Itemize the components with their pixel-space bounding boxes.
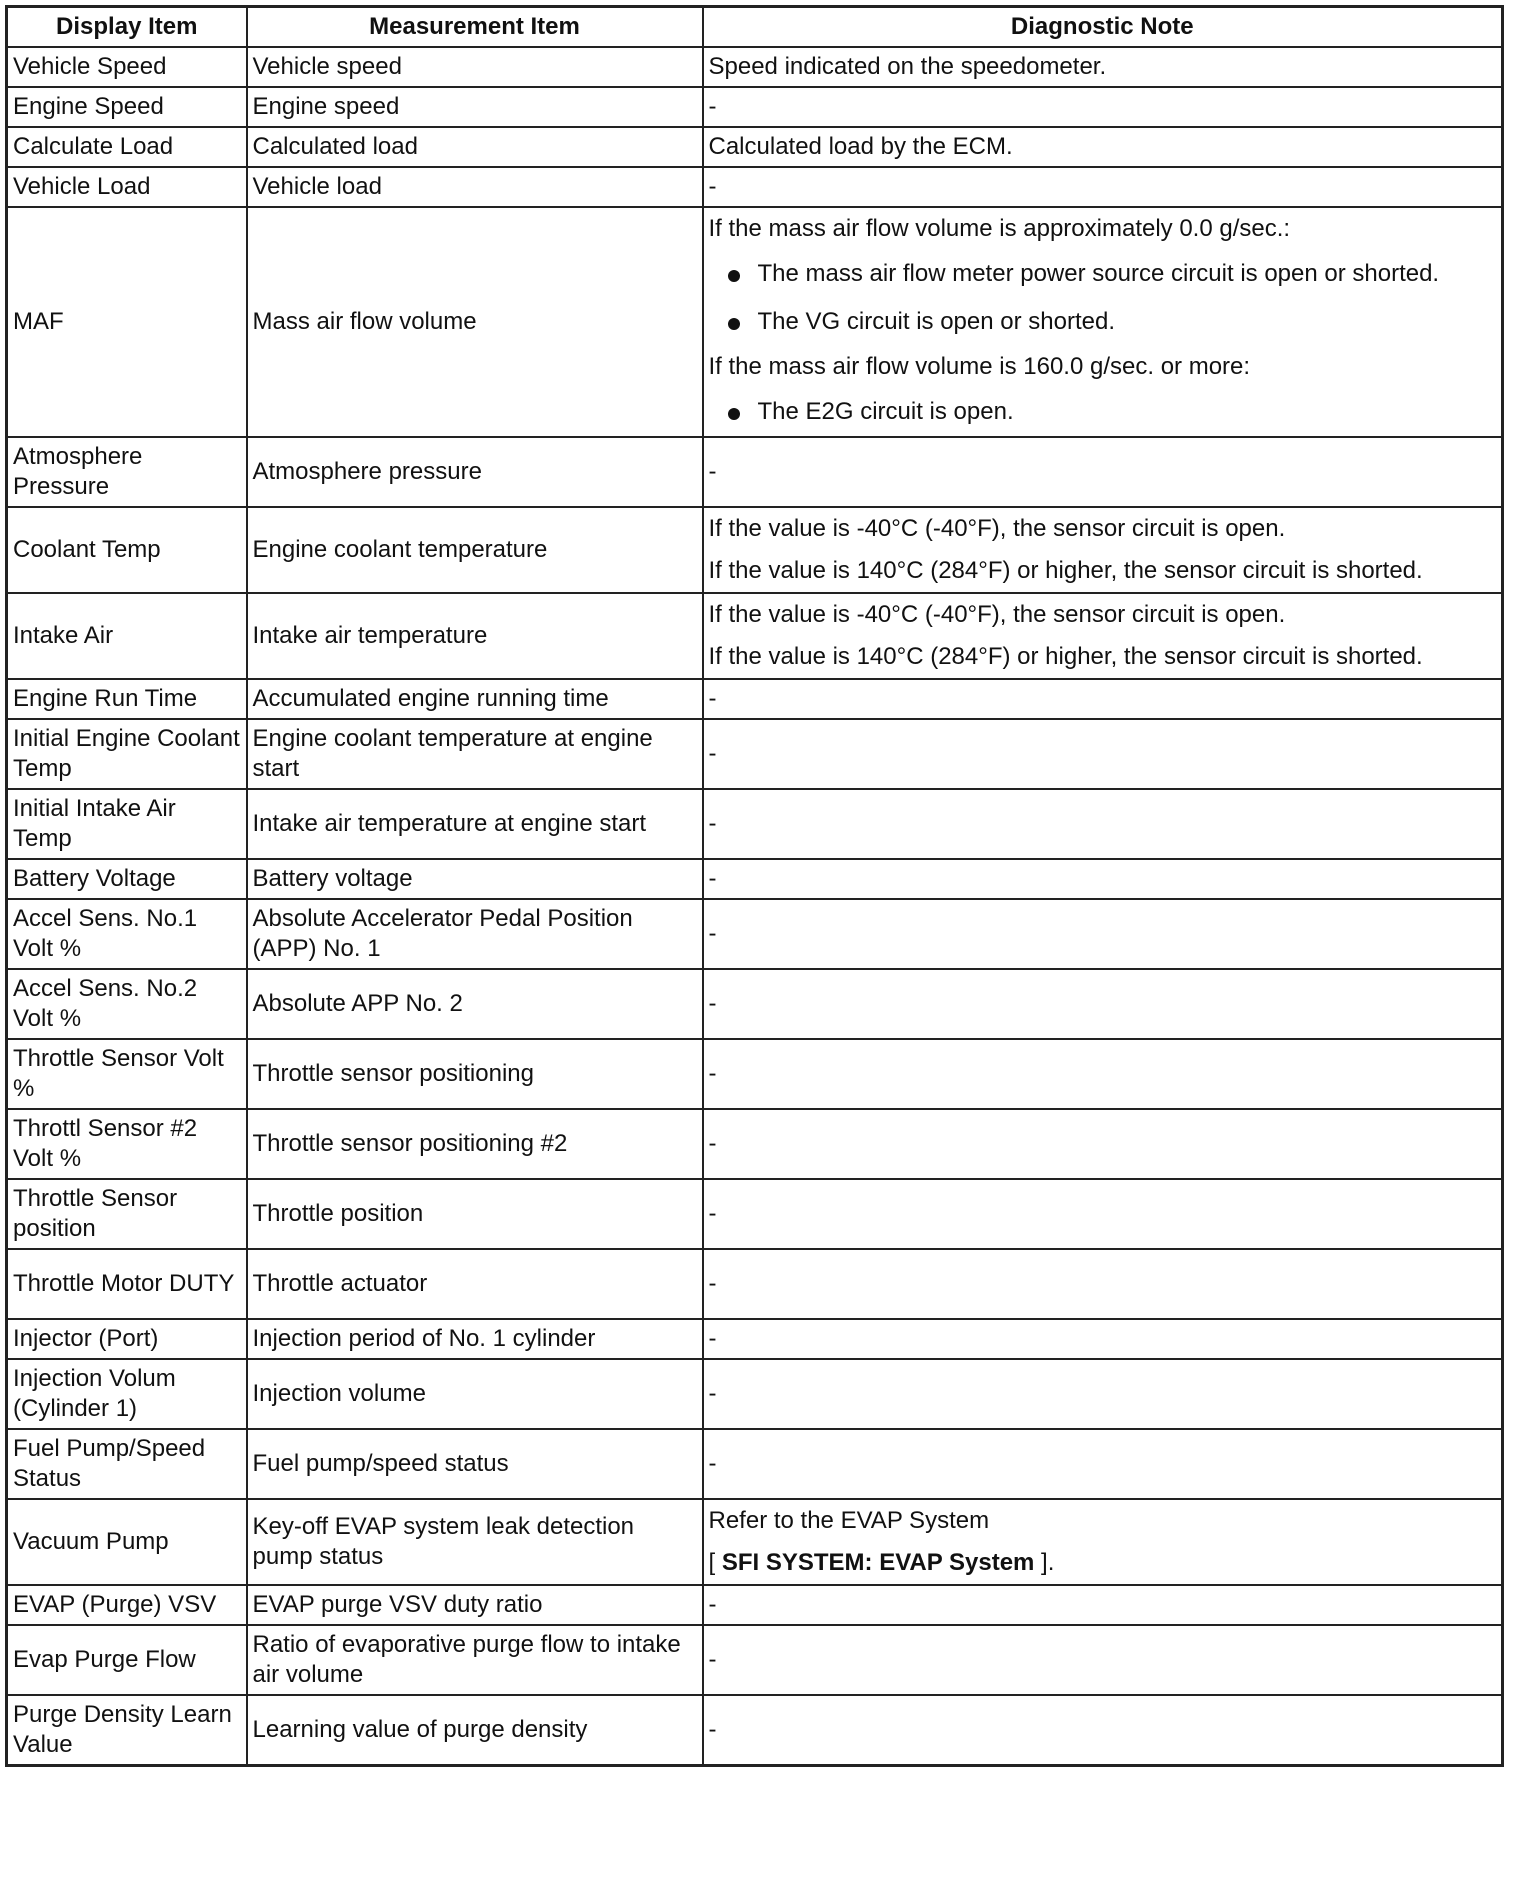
display-item-cell: Intake Air: [7, 593, 247, 679]
display-item-cell: Engine Speed: [7, 87, 247, 127]
display-item-cell: Atmosphere Pressure: [7, 437, 247, 507]
display-item-cell: Throttl Sensor #2 Volt %: [7, 1109, 247, 1179]
diagnostic-note-cell: -: [703, 1359, 1503, 1429]
diagnostic-note-cell: -: [703, 1695, 1503, 1766]
diagnostic-note-cell: [703, 207, 1503, 437]
measurement-item-cell: Fuel pump/speed status: [247, 1429, 703, 1499]
table-row: [7, 1039, 1503, 1109]
diagnostic-note-cell: -: [703, 1625, 1503, 1695]
note-bullet-list: [709, 388, 1497, 436]
measurement-item-cell: Battery voltage: [247, 859, 703, 899]
table-row: [7, 1249, 1503, 1319]
measurement-item-cell: Intake air temperature: [247, 593, 703, 679]
diagnostic-note-cell: -: [703, 1585, 1503, 1625]
diagnostic-note-cell: -: [703, 789, 1503, 859]
display-item-cell: Purge Density Learn Value: [7, 1695, 247, 1766]
display-item-cell: Throttle Sensor position: [7, 1179, 247, 1249]
measurement-item-cell: Vehicle speed: [247, 47, 703, 87]
display-item-cell: Battery Voltage: [7, 859, 247, 899]
note-paragraph: If the value is 140°C (284°F) or higher, the sensor circuit is shorted.: [708, 557, 1423, 584]
reference-bracket-open: [: [708, 1549, 722, 1576]
table-row: [7, 679, 1503, 719]
note-paragraph: [709, 1542, 1497, 1584]
table-row: [7, 1109, 1503, 1179]
measurement-item-cell: Mass air flow volume: [247, 207, 703, 437]
table-row: [7, 87, 1503, 127]
table-row: [7, 899, 1503, 969]
diagnostic-note-cell: Speed indicated on the speedometer.: [703, 47, 1503, 87]
note-paragraph: If the value is -40°C (-40°F), the sensor circuit is open.: [708, 601, 1286, 628]
display-item-cell: Accel Sens. No.2 Volt %: [7, 969, 247, 1039]
display-item-cell: Fuel Pump/Speed Status: [7, 1429, 247, 1499]
diagnostic-note-cell: -: [703, 1319, 1503, 1359]
measurement-item-cell: Calculated load: [247, 127, 703, 167]
table-row: [7, 1179, 1503, 1249]
header-measurement-item: Measurement Item: [247, 7, 703, 48]
display-item-cell: Vacuum Pump: [7, 1499, 247, 1585]
note-paragraph: If the mass air flow volume is 160.0 g/sec. or more:: [708, 353, 1251, 380]
diagnostic-note-cell: -: [703, 1429, 1503, 1499]
measurement-item-cell: Ratio of evaporative purge flow to intake air volume: [247, 1625, 703, 1695]
display-item-cell: Injection Volum (Cylinder 1): [7, 1359, 247, 1429]
note-paragraph: Refer to the EVAP System: [708, 1507, 990, 1534]
table-row: [7, 1359, 1503, 1429]
table-row: [7, 167, 1503, 207]
diagnostic-note-cell: -: [703, 1039, 1503, 1109]
measurement-item-cell: Vehicle load: [247, 167, 703, 207]
data-list-table: [5, 5, 1504, 1767]
display-item-cell: Throttle Sensor Volt %: [7, 1039, 247, 1109]
header-diagnostic-note: Diagnostic Note: [703, 7, 1503, 48]
table-row: [7, 859, 1503, 899]
display-item-cell: Throttle Motor DUTY: [7, 1249, 247, 1319]
table-row: [7, 1695, 1503, 1766]
table-row: [7, 1625, 1503, 1695]
display-item-cell: Initial Intake Air Temp: [7, 789, 247, 859]
display-item-cell: MAF: [7, 207, 247, 437]
table-row: [7, 1319, 1503, 1359]
table-row: [7, 127, 1503, 167]
diagnostic-note-cell: -: [703, 1179, 1503, 1249]
table-row: [7, 47, 1503, 87]
measurement-item-cell: Throttle sensor positioning #2: [247, 1109, 703, 1179]
note-bullet-item: The mass air flow meter power source circuit is open or shorted.: [709, 250, 1497, 298]
display-item-cell: Calculate Load: [7, 127, 247, 167]
diagnostic-note-cell: [703, 507, 1503, 593]
diagnostic-note-cell: -: [703, 859, 1503, 899]
measurement-item-cell: Engine coolant temperature: [247, 507, 703, 593]
display-item-cell: Vehicle Load: [7, 167, 247, 207]
diagnostic-note-cell: [703, 1499, 1503, 1585]
table-row: [7, 969, 1503, 1039]
table-row: [7, 1429, 1503, 1499]
diagnostic-note-cell: -: [703, 87, 1503, 127]
measurement-item-cell: EVAP purge VSV duty ratio: [247, 1585, 703, 1625]
display-item-cell: Evap Purge Flow: [7, 1625, 247, 1695]
measurement-item-cell: Injection period of No. 1 cylinder: [247, 1319, 703, 1359]
display-item-cell: Accel Sens. No.1 Volt %: [7, 899, 247, 969]
header-display-item: Display Item: [7, 7, 247, 48]
table-row: [7, 207, 1503, 437]
diagnostic-note-cell: -: [703, 1109, 1503, 1179]
measurement-item-cell: Accumulated engine running time: [247, 679, 703, 719]
diagnostic-note-cell: -: [703, 167, 1503, 207]
measurement-item-cell: Injection volume: [247, 1359, 703, 1429]
table-row: [7, 507, 1503, 593]
measurement-item-cell: Atmosphere pressure: [247, 437, 703, 507]
note-paragraph: If the mass air flow volume is approximately 0.0 g/sec.:: [708, 215, 1291, 242]
display-item-cell: EVAP (Purge) VSV: [7, 1585, 247, 1625]
measurement-item-cell: Throttle actuator: [247, 1249, 703, 1319]
diagnostic-note-cell: -: [703, 437, 1503, 507]
measurement-item-cell: Engine speed: [247, 87, 703, 127]
diagnostic-note-cell: Calculated load by the ECM.: [703, 127, 1503, 167]
note-bullet-item: The VG circuit is open or shorted.: [709, 298, 1497, 346]
table-header-row: [7, 7, 1503, 48]
diagnostic-note-cell: [703, 593, 1503, 679]
measurement-item-cell: Absolute APP No. 2: [247, 969, 703, 1039]
diagnostic-note-cell: -: [703, 719, 1503, 789]
note-bullet-item: The E2G circuit is open.: [709, 388, 1497, 436]
diagnostic-note-cell: -: [703, 899, 1503, 969]
note-paragraph: If the value is -40°C (-40°F), the sensor circuit is open.: [708, 515, 1286, 542]
display-item-cell: Initial Engine Coolant Temp: [7, 719, 247, 789]
data-table-container: [5, 5, 1501, 1767]
display-item-cell: Coolant Temp: [7, 507, 247, 593]
table-row: [7, 789, 1503, 859]
display-item-cell: Injector (Port): [7, 1319, 247, 1359]
table-row: [7, 1585, 1503, 1625]
diagnostic-note-cell: -: [703, 1249, 1503, 1319]
table-row: [7, 437, 1503, 507]
measurement-item-cell: Key-off EVAP system leak detection pump status: [247, 1499, 703, 1585]
table-row: [7, 593, 1503, 679]
measurement-item-cell: Throttle sensor positioning: [247, 1039, 703, 1109]
reference-bracket-close: ].: [1034, 1549, 1055, 1576]
table-row: [7, 1499, 1503, 1585]
measurement-item-cell: Absolute Accelerator Pedal Position (APP) No. 1: [247, 899, 703, 969]
display-item-cell: Vehicle Speed: [7, 47, 247, 87]
note-paragraph: If the value is 140°C (284°F) or higher, the sensor circuit is shorted.: [708, 643, 1423, 670]
reference-link[interactable]: SFI SYSTEM: EVAP System: [721, 1549, 1035, 1576]
note-bullet-list: [709, 250, 1497, 346]
measurement-item-cell: Intake air temperature at engine start: [247, 789, 703, 859]
diagnostic-note-cell: -: [703, 969, 1503, 1039]
display-item-cell: Engine Run Time: [7, 679, 247, 719]
measurement-item-cell: Engine coolant temperature at engine start: [247, 719, 703, 789]
diagnostic-note-cell: -: [703, 679, 1503, 719]
table-row: [7, 719, 1503, 789]
measurement-item-cell: Throttle position: [247, 1179, 703, 1249]
measurement-item-cell: Learning value of purge density: [247, 1695, 703, 1766]
